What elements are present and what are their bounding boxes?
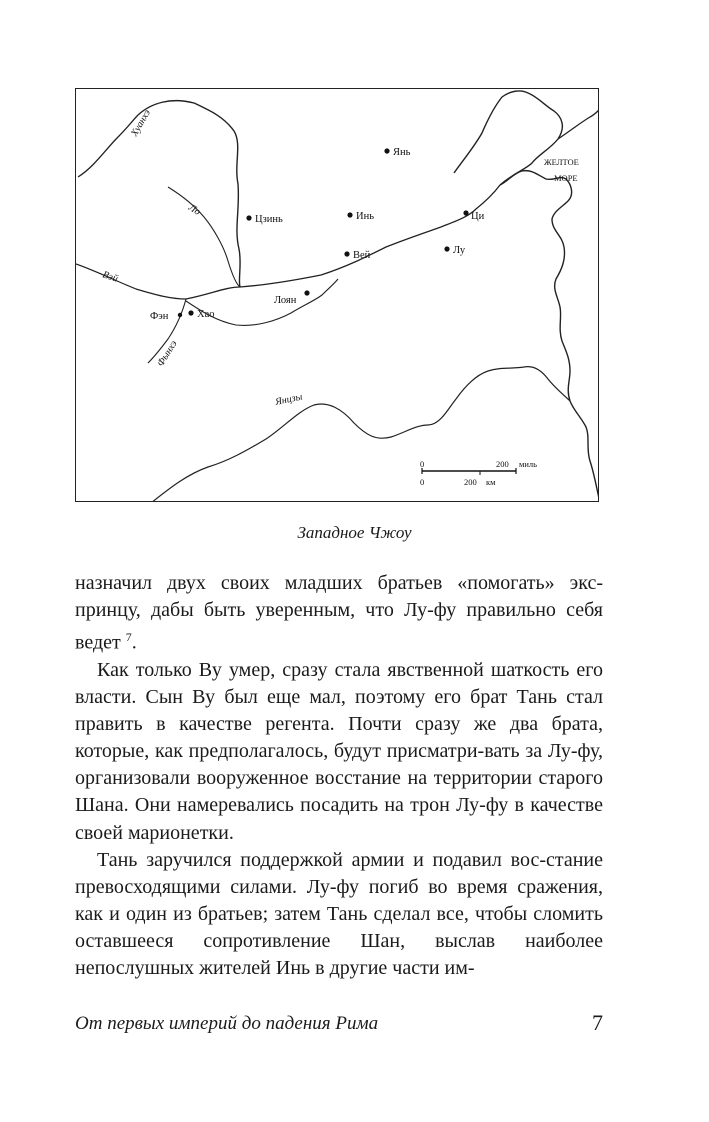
sea-label-line1: ЖЕЛТОЕ bbox=[544, 157, 579, 167]
river-fen-label: Фынхэ bbox=[155, 338, 180, 369]
body-text bbox=[75, 570, 603, 982]
coastline-north-path bbox=[454, 91, 562, 185]
page-number: 7 bbox=[592, 1010, 603, 1035]
paragraph-1-end: . bbox=[131, 631, 137, 654]
city-yin-label: Инь bbox=[356, 211, 374, 222]
river-yangtze-label: Янцзы bbox=[274, 391, 304, 408]
scale-bar bbox=[422, 468, 516, 475]
city-qi-label: Ци bbox=[471, 211, 485, 222]
city-yan-dot bbox=[384, 148, 389, 153]
city-luoyang-dot bbox=[304, 290, 309, 295]
map-western-zhou bbox=[75, 88, 599, 502]
scale-bottom-unit: км bbox=[486, 477, 496, 487]
river-wei-label: Вэй bbox=[101, 269, 120, 285]
river-wei-path bbox=[76, 264, 186, 299]
coastline-path bbox=[500, 171, 599, 502]
map-svg bbox=[76, 89, 599, 502]
city-hao-label: Хао bbox=[197, 309, 215, 320]
city-yin-dot bbox=[347, 212, 352, 217]
scale-top-unit: миль bbox=[519, 459, 538, 469]
city-qi-dot bbox=[463, 210, 468, 215]
river-huanghe-lower-path bbox=[186, 185, 500, 299]
city-feng-label: Фэн bbox=[150, 311, 169, 322]
city-jin-label: Цзинь bbox=[255, 214, 283, 225]
city-lu-label: Лу bbox=[453, 245, 466, 256]
river-huanghe-label: Хуанхэ bbox=[129, 107, 154, 139]
scale-top-zero: 0 bbox=[420, 459, 425, 469]
scale-bottom-value: 200 bbox=[464, 477, 477, 487]
city-lu-dot bbox=[444, 246, 449, 251]
sea-label-line2: МОРЕ bbox=[554, 173, 578, 183]
river-yangtze-path bbox=[151, 367, 570, 502]
footnote-ref[interactable]: 7 bbox=[125, 630, 132, 645]
coastline-northeast-path bbox=[558, 109, 599, 139]
river-huanghe-path bbox=[138, 101, 240, 287]
river-huanghe-upper-path bbox=[78, 115, 138, 177]
city-jin-dot bbox=[246, 215, 251, 220]
scale-bottom-zero: 0 bbox=[420, 477, 425, 487]
river-luo-path bbox=[168, 187, 240, 287]
footer-book-title: От первых империй до падения Рима bbox=[75, 1013, 379, 1034]
paragraph-3: Тань заручился поддержкой армии и подавил вос-стание превосходящими силами. Лу-фу погиб во время сражения, как и один из братьев; затем Тань сделал все, чтобы сломить оставшееся сопротивление Шан, выслав наиболее непослушных жителей Инь в другие части им- bbox=[75, 848, 603, 979]
city-feng-dot bbox=[178, 313, 182, 317]
city-wei-dot bbox=[344, 251, 349, 256]
map-caption: Западное Чжоу bbox=[297, 523, 412, 542]
city-yan-label: Янь bbox=[393, 147, 411, 158]
river-luo-label: Ло bbox=[186, 202, 203, 218]
city-wei-label: Вей bbox=[353, 250, 371, 261]
paragraph-2: Как только Ву умер, сразу стала явственной шаткость его власти. Сын Ву был еще мал, поэтому его брат Тань стал править в качестве регента. Почти сразу же два брата, которые, как предполагалось, будут присматри-вать за Лу-фу, организовали вооруженное восстание на территории старого Шана. Они намеревались посадить на трон Лу-фу в качестве своей марионетки. bbox=[75, 658, 603, 844]
city-hao-dot bbox=[188, 310, 193, 315]
paragraph-1-text: назначил двух своих младших братьев «помогать» экс-принцу, дабы быть уверенным, что Лу-фу правильно себя ведет bbox=[75, 572, 603, 654]
scale-top-value: 200 bbox=[496, 459, 509, 469]
paragraph-1 bbox=[75, 570, 603, 657]
city-luoyang-label: Лоян bbox=[274, 295, 297, 306]
